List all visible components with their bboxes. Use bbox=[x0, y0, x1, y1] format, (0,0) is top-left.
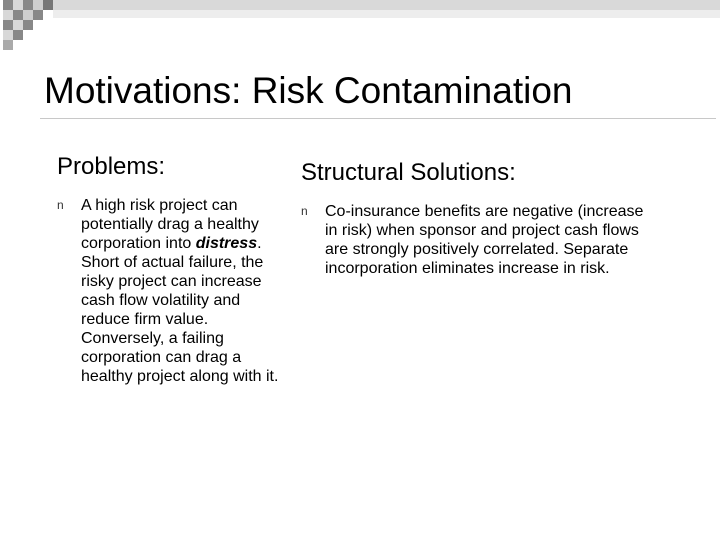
slide-title: Motivations: Risk Contamination bbox=[44, 70, 573, 111]
problems-column bbox=[57, 152, 282, 386]
square-bullet-icon: n bbox=[301, 204, 308, 218]
solutions-column bbox=[301, 158, 656, 278]
solutions-bullet bbox=[301, 202, 656, 278]
problems-bullet bbox=[57, 196, 282, 386]
problems-text-before: A high risk project can potentially drag a healthy corporation into bbox=[81, 197, 259, 252]
problems-heading: Problems: bbox=[57, 153, 166, 180]
solutions-heading: Structural Solutions: bbox=[301, 159, 516, 186]
problems-text-after: . Short of actual failure, the risky project can increase cash flow volatility and reduce firm value. Conversely, a failing corporation can drag a healthy project along with it. bbox=[81, 235, 279, 385]
checkered-header-decoration bbox=[0, 0, 720, 60]
title-divider bbox=[40, 118, 716, 119]
solutions-text: Co-insurance benefits are negative (increase in risk) when sponsor and project cash flows are strongly positively correlated. Separate incorporation eliminates increase in risk. bbox=[325, 203, 644, 277]
distress-emphasis: distress bbox=[195, 235, 258, 252]
square-bullet-icon: n bbox=[57, 198, 64, 212]
